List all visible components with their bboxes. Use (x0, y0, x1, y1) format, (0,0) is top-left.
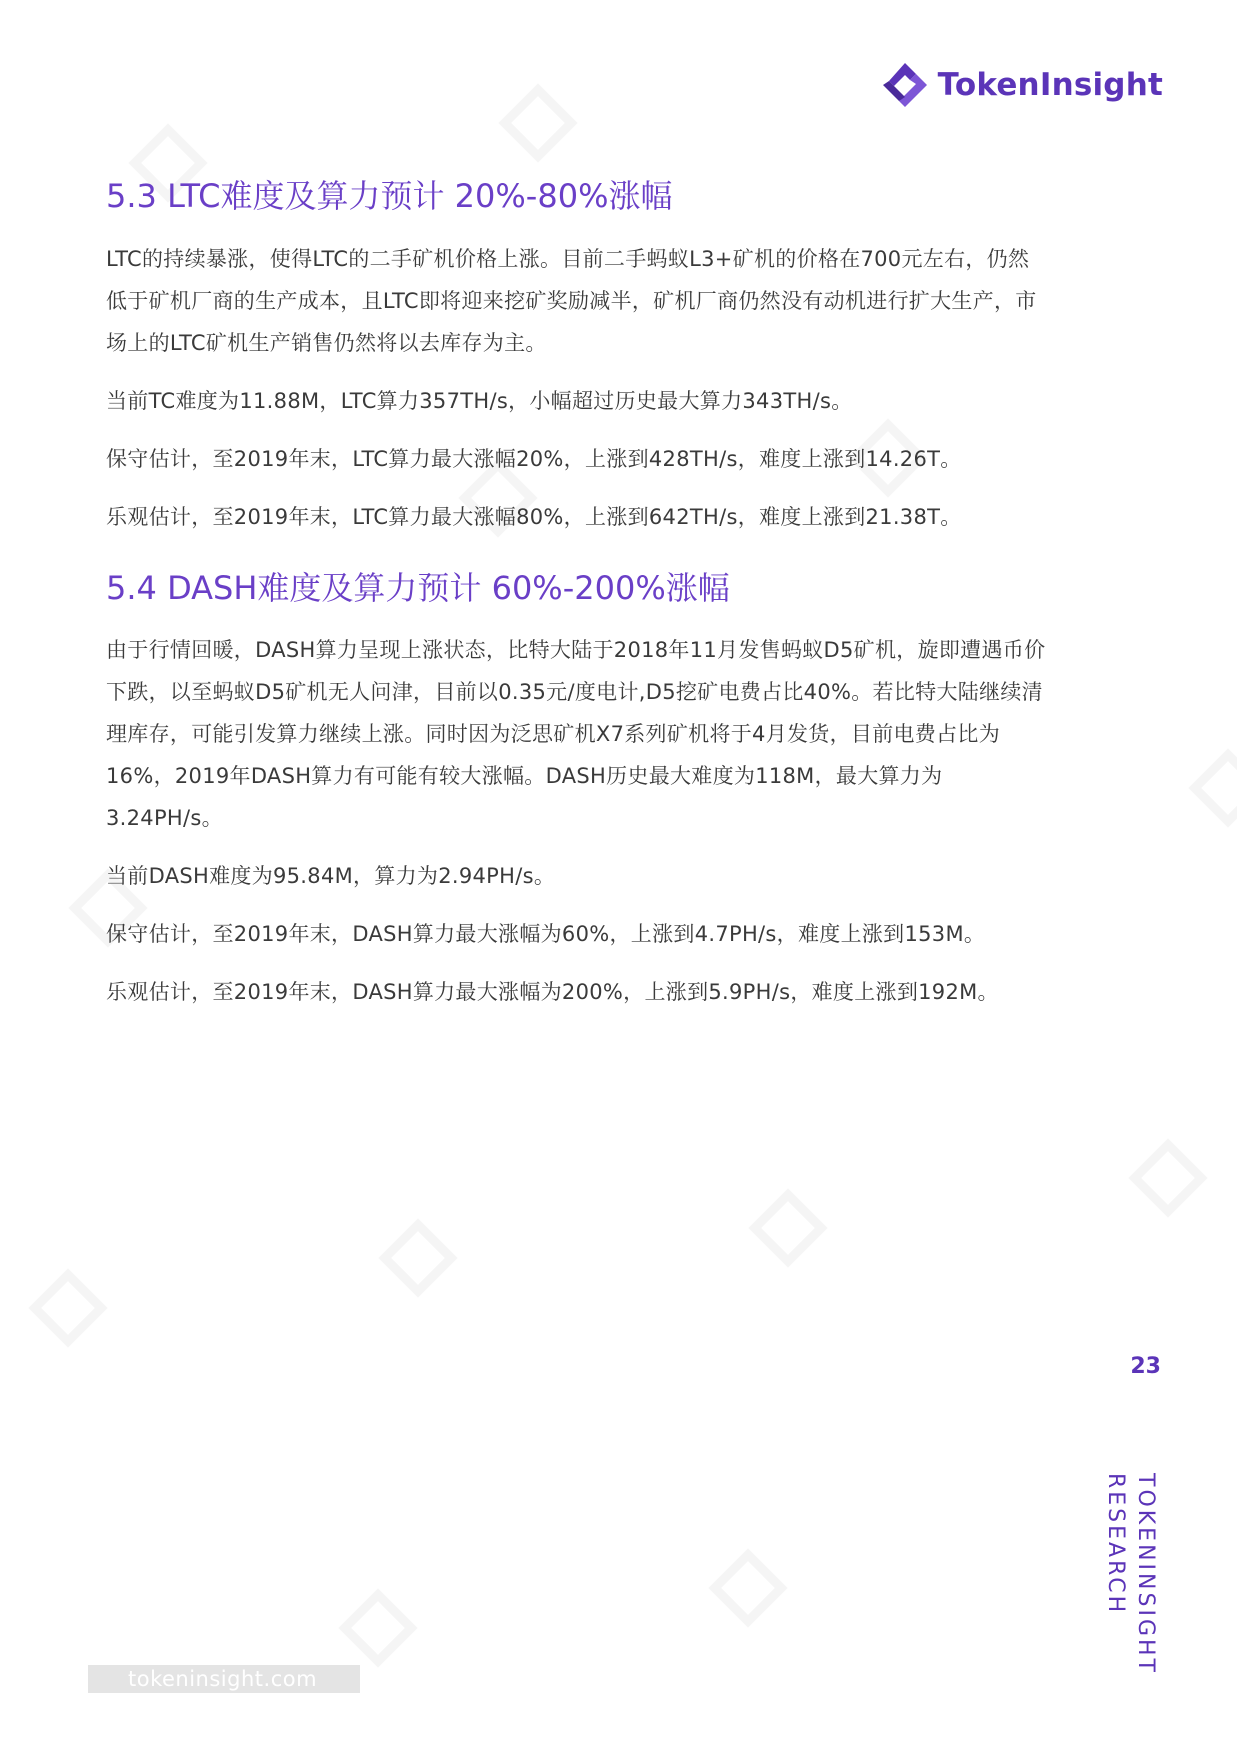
paragraph: 保守估计，至2019年末，DASH算力最大涨幅为60%，上涨到4.7PH/s，难度上涨到153M。 (106, 922, 986, 947)
side-brand-line1: TOKENINSIGHT (1133, 1473, 1158, 1675)
paragraph: 当前TC难度为11.88M，LTC算力357TH/s，小幅超过历史最大算力343TH/s。 (106, 388, 853, 413)
brand-logo (880, 60, 1163, 110)
page-number: 23 (1130, 1354, 1161, 1379)
section-ltc (106, 176, 1046, 538)
watermark-logo-icon (28, 1268, 107, 1347)
section-dash (106, 568, 1046, 1014)
side-brand (1100, 1473, 1160, 1675)
watermark-logo-icon (1188, 748, 1237, 827)
watermark-logo-icon (708, 1548, 787, 1627)
watermark-logo-icon (498, 83, 577, 162)
section-title: 5.3 LTC难度及算力预计 20%-80%涨幅 (106, 177, 673, 215)
paragraph: 当前DASH难度为95.84M，算力为2.94PH/s。 (106, 864, 556, 889)
side-brand-line2: RESEARCH (1103, 1473, 1128, 1616)
watermark-logo-icon (748, 1188, 827, 1267)
paragraph: 由于行情回暖，DASH算力呈现上涨状态，比特大陆于2018年11月发售蚂蚁D5矿机，旋即遭遇币价下跌，以至蚂蚁D5矿机无人问津，目前以0.35元/度电计,D5挖矿电费占比40%。若比特大陆继续清理库存，可能引发算力继续上涨。同时因为泛思矿机X7系列矿机将于4月发货，目前电费占比为16%，2019年DASH算力有可能有较大涨幅。DASH历史最大难度为118M，最大算力为3.24PH/s。 (106, 638, 1046, 831)
paragraph: 乐观估计，至2019年末，LTC算力最大涨幅80%，上涨到642TH/s，难度上涨到21.38T。 (106, 504, 962, 529)
section-title: 5.4 DASH难度及算力预计 60%-200%涨幅 (106, 568, 730, 607)
watermark-logo-icon (1128, 1138, 1207, 1217)
paragraph: 保守估计，至2019年末，LTC算力最大涨幅20%，上涨到428TH/s，难度上涨到14.26T。 (106, 446, 962, 471)
paragraph: LTC的持续暴涨，使得LTC的二手矿机价格上涨。目前二手蚂蚁L3+矿机的价格在700元左右，仍然低于矿机厂商的生产成本，且LTC即将迎来挖矿奖励减半，矿机厂商仍然没有动机进行扩大生产，市场上的LTC矿机生产销售仍然将以去库存为主。 (106, 246, 1037, 355)
footer-url[interactable]: tokeninsight.com (88, 1665, 360, 1693)
watermark-logo-icon (338, 1588, 417, 1667)
watermark-logo-icon (378, 1218, 457, 1297)
main-content (106, 176, 1046, 1029)
paragraph: 乐观估计，至2019年末，DASH算力最大涨幅为200%，上涨到5.9PH/s，难度上涨到192M。 (106, 980, 999, 1005)
brand-name: TokenInsight (937, 67, 1163, 103)
tokeninsight-logo-icon (880, 60, 930, 110)
